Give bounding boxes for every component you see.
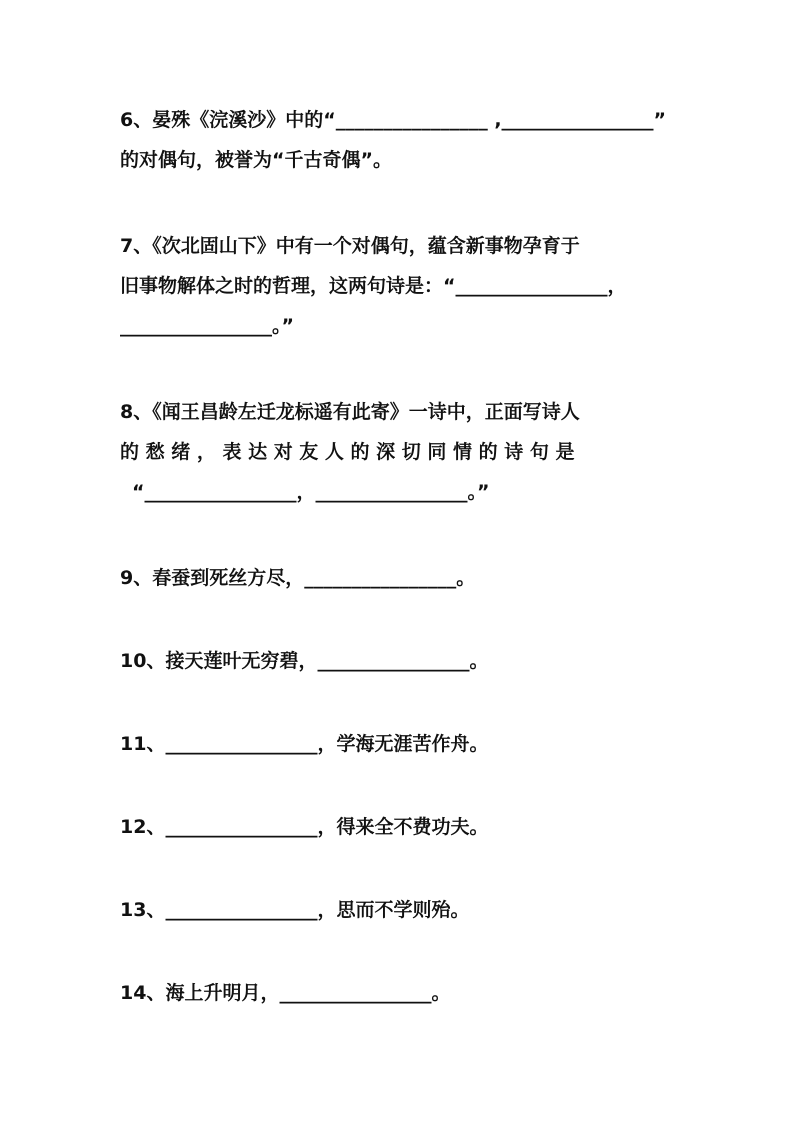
question-11 (120, 724, 676, 764)
question-8-line-2: 的 愁 绪 ， 表 达 对 友 人 的 深 切 同 情 的 诗 句 是 (120, 441, 575, 463)
question-14-line-1: 14、海上升明月，________________。 (120, 982, 451, 1004)
question-10 (120, 641, 676, 681)
question-7-line-1: 7、《次北固山下》中有一个对偶句，蕴含新事物孕育于 (120, 235, 580, 257)
question-13-line-1: 13、________________，思而不学则殆。 (120, 899, 470, 921)
question-13 (120, 890, 676, 930)
question-6-line-2: 的对偶句，被誉为“千古奇偶”。 (120, 149, 392, 171)
question-7-line-2: 旧事物解体之时的哲理，这两句诗是：“________________， (120, 275, 627, 297)
question-7 (120, 226, 676, 346)
question-14 (120, 973, 676, 1013)
question-8-line-1: 8、《闻王昌龄左迁龙标遥有此寄》一诗中，正面写诗人 (120, 401, 580, 423)
question-9-line-1: 9、春蚕到死丝方尽，________________。 (120, 567, 476, 589)
question-9 (120, 558, 676, 598)
question-11-line-1: 11、________________，学海无涯苦作舟。 (120, 733, 489, 755)
question-10-line-1: 10、接天莲叶无穷碧，________________。 (120, 650, 489, 672)
question-7-line-3: ________________。” (120, 315, 294, 337)
question-12 (120, 807, 676, 847)
question-6 (120, 100, 676, 180)
question-8 (120, 392, 676, 512)
question-6-line-1: 6、晏殊《浣溪沙》中的“________________ ,________________” (120, 109, 667, 131)
question-12-line-1: 12、________________，得来全不费功夫。 (120, 816, 489, 838)
question-8-line-3: “________________，________________。” (132, 481, 490, 503)
